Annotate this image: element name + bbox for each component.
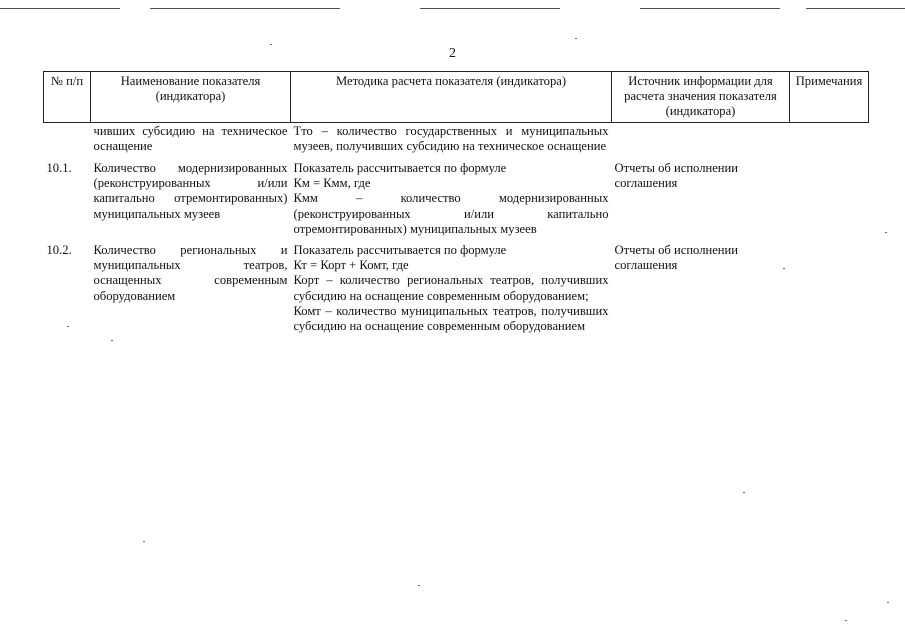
scan-speck: [885, 232, 887, 233]
method-line: Комт – количество муниципальных театров, получивших субсидию на оснащение современным оборудованием: [293, 303, 609, 334]
scan-speck: [418, 585, 420, 586]
table-row: [44, 157, 869, 239]
row-note: [790, 122, 869, 157]
method-line: Тто – количество государственных и муниципальных музеев, получивших субсидию на техническое оснащение: [293, 123, 609, 153]
table-header-row: [44, 72, 869, 123]
row-num: [44, 122, 91, 157]
header-num: № п/п: [44, 72, 91, 123]
method-line: Кмм – количество модернизированных (реконструированных и/или капитально отремонтированных) муниципальных музеев: [293, 191, 609, 236]
row-method: [291, 239, 612, 334]
scan-speck: [743, 492, 745, 493]
method-line: Кт = Корт + Комт, где: [293, 258, 409, 273]
row-note: [790, 157, 869, 239]
table-row: [44, 122, 869, 157]
header-source: Источник информации для расчета значения показателя (индикатора): [612, 72, 790, 123]
row-name: чивших субсидию на техническое оснащение: [93, 123, 288, 153]
scan-speck: [143, 541, 145, 542]
scan-edge-line: [640, 8, 780, 9]
scan-edge-line: [150, 8, 340, 9]
page-number: 2: [449, 46, 456, 61]
scan-speck: [783, 268, 785, 269]
row-name: Количество региональных и муниципальных театров, оснащенных современным оборудованием: [93, 243, 288, 303]
row-note: [790, 239, 869, 334]
scan-speck: [887, 602, 889, 603]
table-row: [44, 239, 869, 334]
scan-speck: [845, 620, 847, 621]
scan-edge-line: [420, 8, 560, 9]
method-line: Показатель рассчитывается по формуле: [293, 161, 507, 176]
header-name: Наименование показателя (индикатора): [91, 72, 291, 123]
scan-speck: [270, 44, 272, 45]
method-line: Км = Кмм, где: [293, 176, 371, 191]
row-name: Количество модернизированных (реконструированных и/или капитально отремонтированных) муниципальных музеев: [93, 161, 288, 221]
row-method: [291, 122, 612, 157]
header-note: Примечания: [790, 72, 869, 123]
scan-speck: [575, 38, 577, 39]
scan-speck: [111, 340, 113, 341]
indicator-table: [43, 71, 869, 334]
row-method: [291, 157, 612, 239]
scan-edge-line: [806, 8, 905, 9]
scan-edge-line: [0, 8, 120, 9]
row-num: 10.1.: [46, 161, 72, 176]
row-num: 10.2.: [46, 243, 72, 258]
method-line: Показатель рассчитывается по формуле: [293, 243, 507, 258]
method-line: Корт – количество региональных театров, получивших субсидию на оснащение современным оборудованием;: [293, 273, 609, 303]
row-source: [612, 122, 790, 157]
scan-speck: [67, 326, 69, 327]
row-source: Отчеты об исполнении соглашения: [614, 243, 739, 273]
row-source: Отчеты об исполнении соглашения: [614, 161, 739, 191]
header-method: Методика расчета показателя (индикатора): [291, 72, 612, 123]
